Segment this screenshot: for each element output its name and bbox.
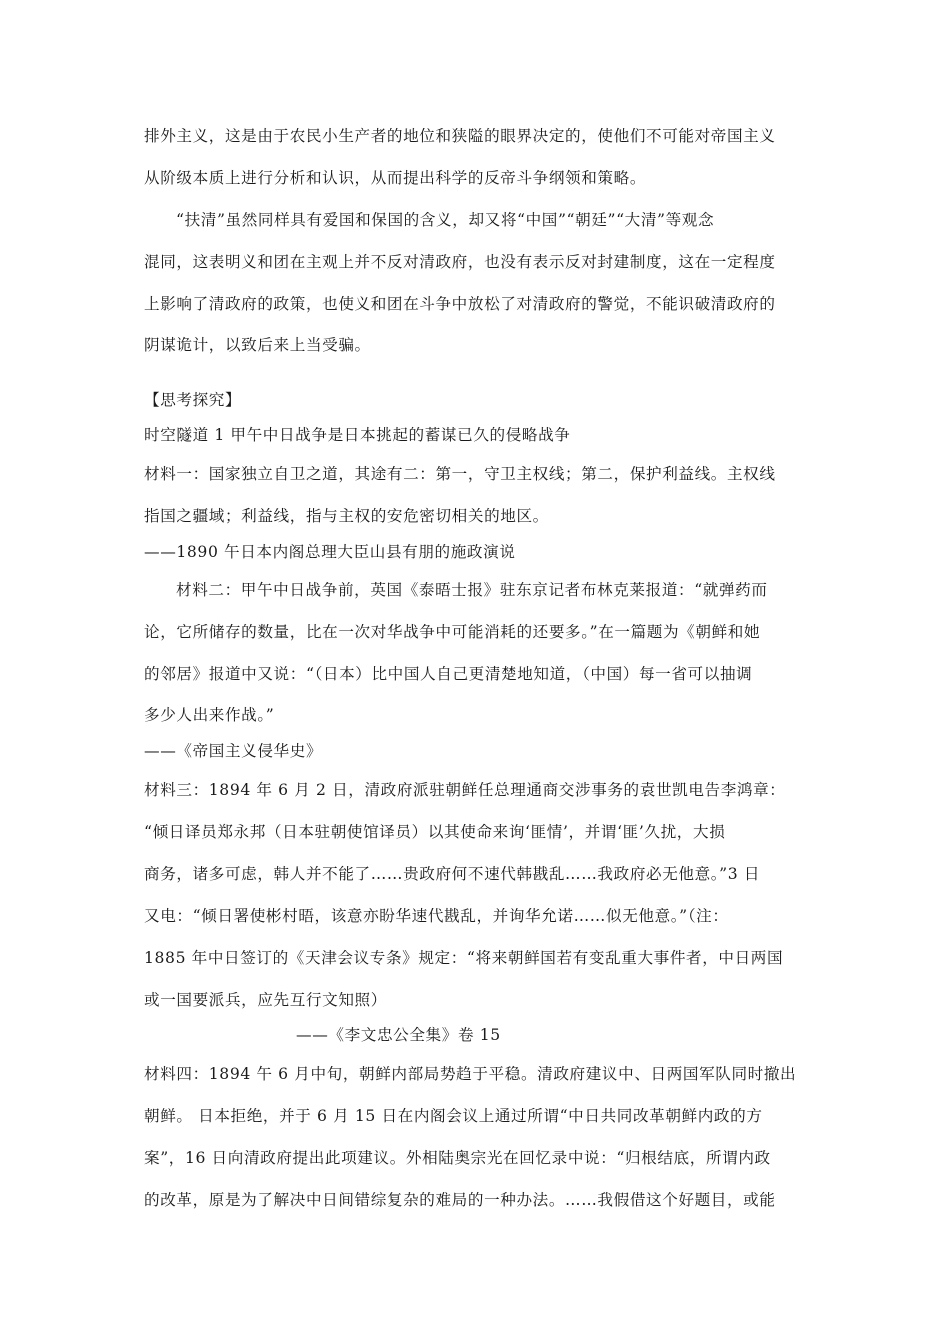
- material-three-line: 或一国要派兵，应先互行文知照）: [144, 991, 387, 1009]
- material-three-line: 又电：“倾日署使彬村晤，该意亦盼华速代戡乱，并询华允诺……似无他意。”（注：: [144, 907, 729, 925]
- material-two-line: 多少人出来作战。”: [144, 706, 275, 724]
- material-four-line: 的改革，原是为了解决中日间错综复杂的难局的一种办法。……我假借这个好题目，或能: [144, 1191, 776, 1209]
- material-three-line: 商务，诸多可虑，韩人并不能了……贵政府何不速代韩戡乱……我政府必无他意。”3 日: [144, 865, 761, 883]
- paragraph-line: “扶清”虽然同样具有爱国和保国的含义，却又将“中国”“朝廷”“大清”等观念: [176, 211, 715, 229]
- text-line: 排外主义，这是由于农民小生产者的地位和狭隘的眼界决定的，使他们不可能对帝国主义: [144, 127, 776, 145]
- text-line: 从阶级本质上进行分析和认识，从而提出科学的反帝斗争纲领和策略。: [144, 169, 647, 187]
- text-line: 上影响了清政府的政策，也使义和团在斗争中放松了对清政府的警觉，不能识破清政府的: [144, 295, 776, 313]
- material-two-line: 材料二：甲午中日战争前，英国《泰晤士报》驻东京记者布林克莱报道：“就弹药而: [176, 581, 768, 599]
- material-two-source: ——《帝国主义侵华史》: [144, 742, 323, 760]
- material-four-line: 案”，16 日向清政府提出此项建议。外相陆奥宗光在回忆录中说：“归根结底，所谓内政: [144, 1149, 771, 1167]
- material-three-line: 材料三：1894 年 6 月 2 日，清政府派驻朝鲜任总理通商交涉事务的袁世凯电告李鸿章：: [144, 781, 786, 799]
- material-two-line: 的邻居》报道中又说：“（日本）比中国人自己更清楚地知道，（中国）每一省可以抽调: [144, 665, 753, 683]
- material-four-line: 材料四：1894 午 6 月中旬，朝鲜内部局势趋于平稳。清政府建议中、日两国军队同时撤出: [144, 1065, 797, 1083]
- text-line: 阴谋诡计，以致后来上当受骗。: [144, 336, 371, 354]
- material-three-line: 1885 年中日签订的《天津会议专条》规定：“将来朝鲜国若有变乱重大事件者，中日两国: [144, 949, 784, 967]
- section-heading: 【思考探究】: [144, 391, 242, 409]
- material-two-line: 论，它所储存的数量，比在一次对华战争中可能消耗的还要多。”在一篇题为《朝鲜和她: [144, 623, 761, 641]
- subsection-title: 时空隧道 1 甲午中日战争是日本挑起的蓄谋已久的侵略战争: [144, 426, 571, 444]
- material-three-line: “倾日译员郑永邦（日本驻朝使馆译员）以其使命来询‘匪情’，并谓‘匪’久扰，大损: [144, 823, 726, 841]
- material-one-line: 材料一：国家独立自卫之道，其途有二：第一，守卫主权线；第二，保护利益线。主权线: [144, 465, 776, 483]
- text-line: 混同，这表明义和团在主观上并不反对清政府，也没有表示反对封建制度，这在一定程度: [144, 253, 776, 271]
- material-four-line: 朝鲜。 日本拒绝，并于 6 月 15 日在内阁会议上通过所谓“中日共同改革朝鲜内政的方: [144, 1107, 763, 1125]
- material-three-source: ——《李文忠公全集》卷 15: [296, 1026, 501, 1044]
- material-one-line: 指国之疆域；利益线，指与主权的安危密切相关的地区。: [144, 507, 549, 525]
- material-one-source: ——1890 午日本内阁总理大臣山县有朋的施政演说: [144, 543, 516, 561]
